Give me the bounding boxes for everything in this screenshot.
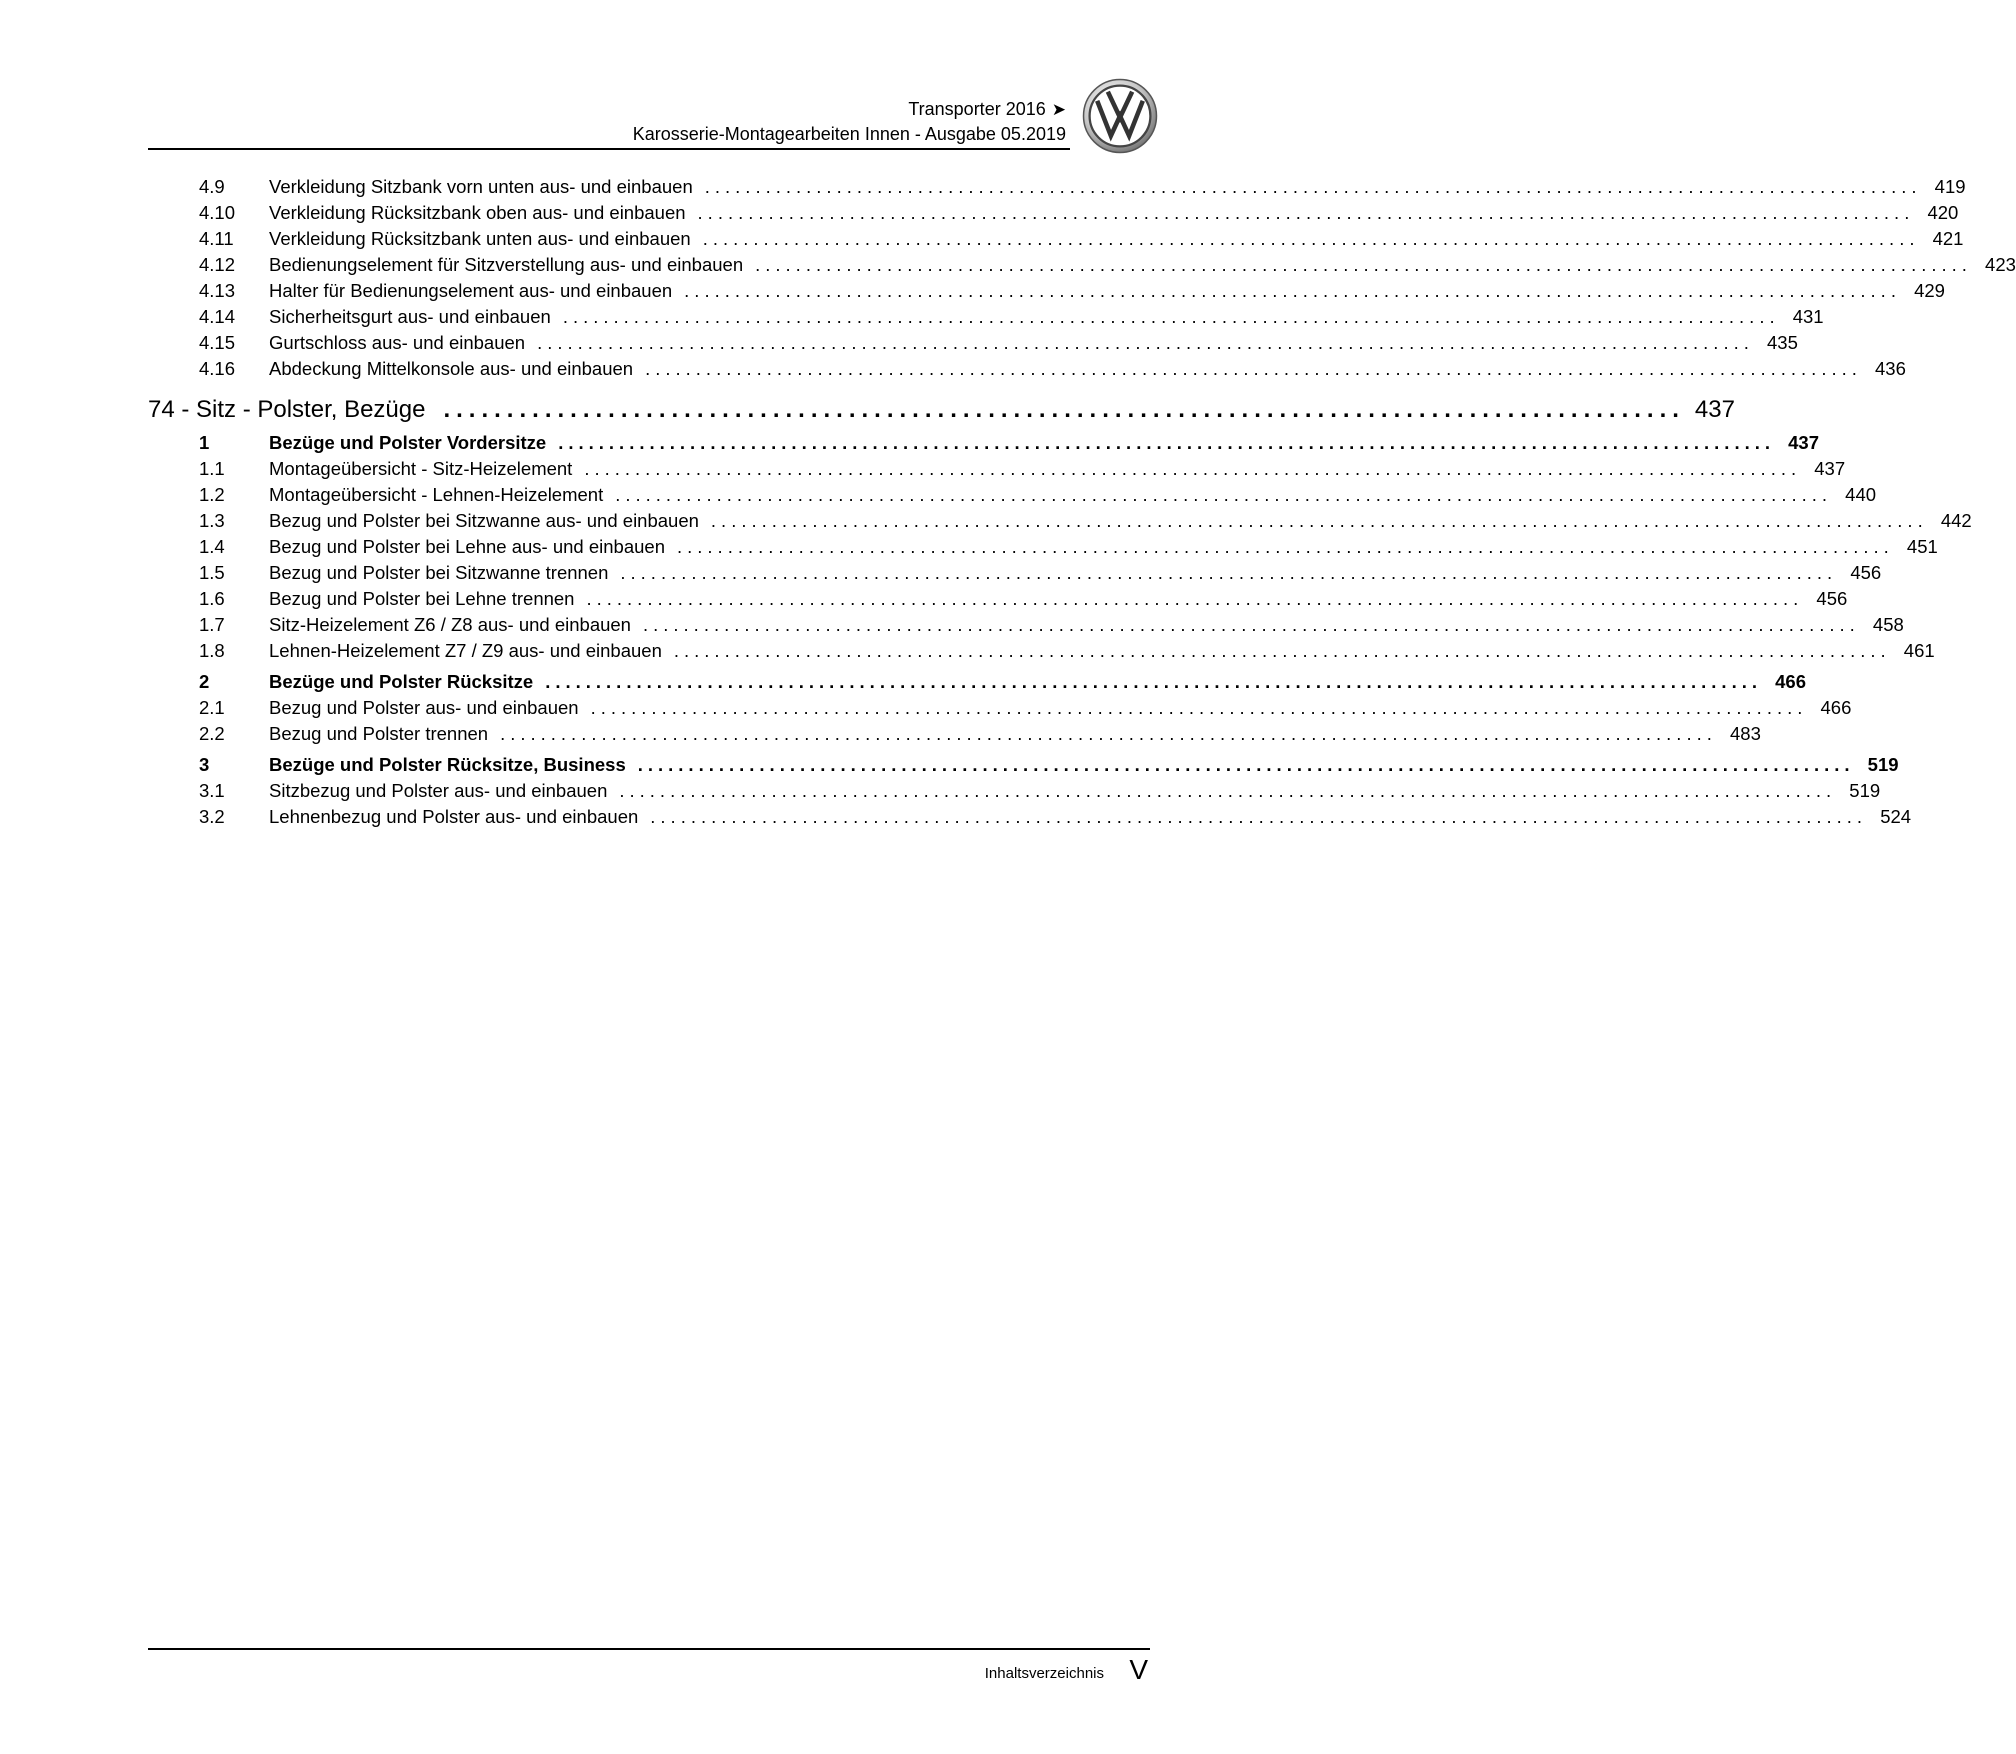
toc-entry[interactable]: [148, 695, 1852, 721]
toc-entry[interactable]: [148, 612, 1904, 638]
toc-entry-page: 466: [1820, 697, 1852, 718]
toc-entry-page: 440: [1845, 484, 1877, 505]
leader-dots: ........................................................................................................................: [645, 358, 1862, 379]
toc-chapter-title: 74 - Sitz - Polster, Bezüge: [148, 396, 426, 423]
toc-entry-number: 4.13: [199, 280, 236, 301]
toc-entry[interactable]: [148, 804, 1912, 830]
toc-section-title: Bezüge und Polster Rücksitze, Business: [269, 754, 626, 775]
toc-entry-page: 423: [1985, 254, 2016, 275]
toc-entry[interactable]: [148, 304, 1824, 330]
toc-entry-page: 431: [1792, 306, 1824, 327]
leader-dots: ........................................................................................................................: [584, 458, 1802, 479]
toc-entry-title: Bezug und Polster bei Sitzwanne trennen: [269, 562, 609, 583]
toc-entry-number: 1.6: [199, 588, 225, 609]
toc-entry-number: 1.2: [199, 484, 225, 505]
toc-entry-page: 461: [1903, 640, 1935, 661]
leader-dots: ........................................................................................................................: [586, 588, 1804, 609]
toc-entry-number: 4.9: [199, 176, 225, 197]
toc-entry-title: Bezug und Polster bei Sitzwanne aus- und einbauen: [269, 510, 699, 531]
toc-section-page: 466: [1775, 671, 1806, 692]
leader-dots: ..................................................................................................: [443, 396, 1685, 423]
toc-entry-title: Verkleidung Rücksitzbank unten aus- und einbauen: [269, 228, 691, 249]
leader-dots: ........................................................................................................................: [755, 254, 1972, 275]
toc-entry-page: 451: [1906, 536, 1938, 557]
toc-section-heading[interactable]: [148, 752, 1899, 778]
leader-dots: ........................................................................................................................: [673, 640, 1891, 661]
toc-entry[interactable]: [148, 356, 1906, 382]
toc-entry[interactable]: [148, 174, 1966, 200]
header-divider: [148, 148, 1070, 150]
toc-entry[interactable]: [148, 226, 1964, 252]
toc-entry-number: 1.5: [199, 562, 225, 583]
toc-entry-title: Verkleidung Rücksitzbank oben aus- und einbauen: [269, 202, 686, 223]
toc-entry-title: Lehnen-Heizelement Z7 / Z9 aus- und einbauen: [269, 640, 662, 661]
toc-entry-page: 429: [1914, 280, 1945, 301]
header-model-line: [908, 99, 1066, 120]
header-subtitle: Karosserie-Montagearbeiten Innen - Ausgabe 05.2019: [632, 124, 1066, 144]
toc-entry-title: Bezug und Polster trennen: [269, 723, 489, 744]
footer-divider: [148, 1648, 1150, 1650]
toc-entry-title: Sitz-Heizelement Z6 / Z8 aus- und einbauen: [269, 614, 631, 635]
toc-section-page: 519: [1867, 754, 1899, 775]
toc-entry[interactable]: [148, 200, 1959, 226]
toc-entry-page: 524: [1880, 806, 1912, 827]
toc-entry[interactable]: [148, 482, 1877, 508]
toc-entry-number: 4.16: [199, 358, 236, 379]
toc-entry-page: 436: [1875, 358, 1906, 379]
leader-dots: ........................................................................................................................: [620, 562, 1838, 583]
leader-dots: ........................................................................................................................: [619, 780, 1837, 801]
leader-dots: ........................................................................................................................: [615, 484, 1833, 505]
toc-entry-number: 1.8: [199, 640, 225, 661]
leader-dots: ........................................................................................................................: [650, 806, 1868, 827]
leader-dots: ........................................................................................................................: [704, 176, 1922, 197]
toc-entry-page: 420: [1927, 202, 1959, 223]
toc-entry-title: Halter für Bedienungselement aus- und einbauen: [269, 280, 673, 301]
leader-dots: ........................................................................................................................: [558, 432, 1776, 453]
toc-entry-number: 4.12: [199, 254, 236, 275]
toc-entry-page: 519: [1849, 780, 1881, 801]
leader-dots: ........................................................................................................................: [537, 332, 1754, 353]
toc-section-title: Bezüge und Polster Rücksitze: [269, 671, 534, 692]
toc-entry-title: Bedienungselement für Sitzverstellung aus- und einbauen: [269, 254, 744, 275]
toc-entry-title: Bezug und Polster bei Lehne trennen: [269, 588, 575, 609]
toc-section-heading[interactable]: [148, 430, 1820, 456]
toc-section-number: 1: [199, 432, 210, 453]
toc-entry-number: 3.1: [199, 780, 225, 801]
toc-entry-page: 437: [1814, 458, 1846, 479]
toc-entry-title: Lehnenbezug und Polster aus- und einbauen: [269, 806, 639, 827]
toc-entry-page: 456: [1850, 562, 1882, 583]
toc-entry-number: 1.1: [199, 458, 225, 479]
toc-entry-page: 483: [1730, 723, 1761, 744]
leader-dots: ........................................................................................................................: [702, 228, 1920, 249]
toc-section-number: 3: [199, 754, 210, 775]
toc-section-number: 2: [199, 671, 210, 692]
toc-entry-title: Bezug und Polster aus- und einbauen: [269, 697, 579, 718]
toc-entry-title: Montageübersicht - Sitz-Heizelement: [269, 458, 573, 479]
toc-entry[interactable]: [148, 278, 1945, 304]
toc-entry-page: 456: [1816, 588, 1848, 609]
toc-entry-title: Gurtschloss aus- und einbauen: [269, 332, 526, 353]
toc-entry-page: 458: [1872, 614, 1904, 635]
footer-label: Inhaltsverzeichnis: [984, 1665, 1104, 1682]
toc-chapter-heading[interactable]: [148, 392, 1735, 428]
toc-entry[interactable]: [148, 586, 1848, 612]
page-header: [148, 96, 1070, 148]
leader-dots: ........................................................................................................................: [545, 671, 1762, 692]
toc-entry-number: 3.2: [199, 806, 225, 827]
toc-section-title: Bezüge und Polster Vordersitze: [269, 432, 547, 453]
toc-chapter-page: 437: [1694, 396, 1735, 423]
toc-entry-number: 2.1: [199, 697, 225, 718]
toc-entry[interactable]: [148, 560, 1882, 586]
toc-entry[interactable]: [148, 534, 1938, 560]
toc-section-page: 437: [1788, 432, 1820, 453]
leader-dots: ........................................................................................................................: [500, 723, 1717, 744]
table-of-contents: [148, 174, 2016, 830]
leader-dots: ........................................................................................................................: [562, 306, 1780, 327]
toc-entry-page: 421: [1932, 228, 1964, 249]
toc-entry-title: Montageübersicht - Lehnen-Heizelement: [269, 484, 604, 505]
toc-section-heading[interactable]: [148, 669, 1806, 695]
toc-entry-number: 4.11: [199, 228, 234, 249]
toc-entry-number: 1.4: [199, 536, 225, 557]
leader-dots: ........................................................................................................................: [590, 697, 1808, 718]
toc-entry-title: Bezug und Polster bei Lehne aus- und einbauen: [269, 536, 665, 557]
toc-entry-number: 4.15: [199, 332, 236, 353]
toc-entry[interactable]: [148, 721, 1761, 747]
leader-dots: ........................................................................................................................: [637, 754, 1855, 775]
right-arrow-icon: ➤: [1051, 100, 1066, 119]
toc-entry-title: Verkleidung Sitzbank vorn unten aus- und einbauen: [269, 176, 693, 197]
vw-logo: [1082, 78, 1158, 154]
toc-entry[interactable]: [148, 330, 1798, 356]
toc-entry[interactable]: [148, 778, 1881, 804]
header-model: Transporter 2016: [908, 99, 1046, 119]
toc-entry[interactable]: [148, 508, 1972, 534]
toc-entry-number: 1.3: [199, 510, 225, 531]
leader-dots: ........................................................................................................................: [642, 614, 1860, 635]
toc-entry-title: Sicherheitsgurt aus- und einbauen: [269, 306, 551, 327]
toc-entry[interactable]: [148, 638, 1935, 664]
leader-dots: ........................................................................................................................: [677, 536, 1894, 557]
leader-dots: ........................................................................................................................: [697, 202, 1915, 223]
leader-dots: ........................................................................................................................: [710, 510, 1928, 531]
toc-entry-title: Abdeckung Mittelkonsole aus- und einbauen: [269, 358, 634, 379]
toc-entry[interactable]: [148, 456, 1846, 482]
toc-entry-page: 419: [1934, 176, 1966, 197]
toc-entry-number: 4.10: [199, 202, 236, 223]
toc-entry-number: 1.7: [199, 614, 225, 635]
toc-entry-page: 442: [1940, 510, 1972, 531]
toc-entry-number: 4.14: [199, 306, 236, 327]
leader-dots: ........................................................................................................................: [684, 280, 1901, 301]
footer-page-number: V: [1129, 1654, 1148, 1685]
toc-entry-number: 2.2: [199, 723, 225, 744]
toc-entry-page: 435: [1767, 332, 1798, 353]
toc-entry-title: Sitzbezug und Polster aus- und einbauen: [269, 780, 608, 801]
toc-entry[interactable]: [148, 252, 2016, 278]
